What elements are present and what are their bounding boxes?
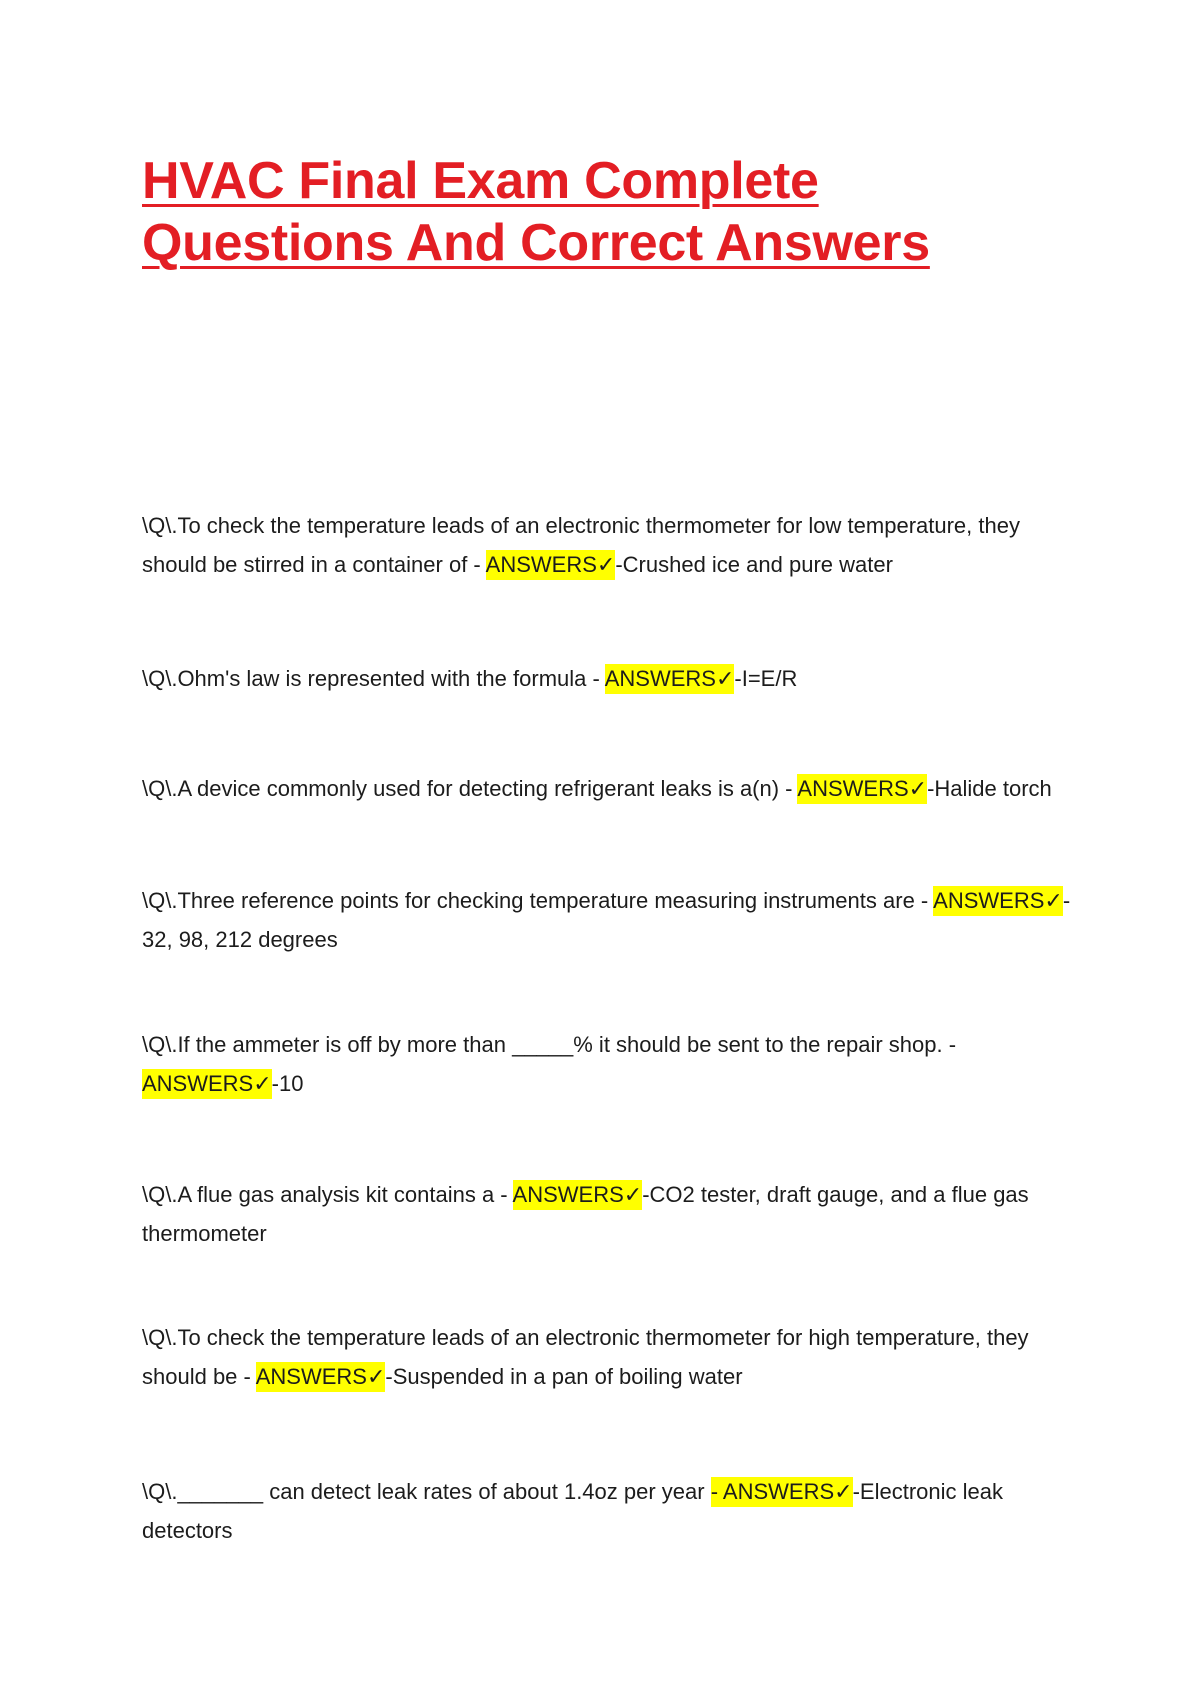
question-text: \Q\.Three reference points for checking temperature measuring instruments are - — [142, 888, 934, 913]
answer-marker: ANSWERS✓ — [513, 1180, 643, 1210]
question-text: \Q\.To check the temperature leads of an electronic thermometer for high temperature, they should be - — [142, 1325, 1029, 1389]
qa-item — [142, 1175, 1072, 1253]
question-text: \Q\.A flue gas analysis kit contains a - — [142, 1182, 513, 1207]
answer-marker: ANSWERS✓ — [256, 1362, 386, 1392]
answer-marker: ANSWERS✓ — [142, 1069, 272, 1099]
answer-marker: ANSWERS✓ — [486, 550, 616, 580]
qa-item — [142, 769, 1072, 808]
question-text: \Q\.A device commonly used for detecting refrigerant leaks is a(n) - — [142, 776, 798, 801]
answer-marker: ANSWERS✓ — [797, 774, 927, 804]
question-text: \Q\.If the ammeter is off by more than _____% it should be sent to the repair shop. - — [142, 1032, 957, 1057]
qa-item — [142, 881, 1072, 959]
qa-item — [142, 1025, 1072, 1103]
answer-text: -Electronic leak detectors — [142, 1479, 1003, 1543]
question-text: \Q\._______ can detect leak rates of about 1.4oz per year — [142, 1479, 711, 1504]
answer-text: - 32, 98, 212 degrees — [142, 888, 1071, 952]
answer-text: -Halide torch — [927, 776, 1052, 801]
document-title: HVAC Final Exam Complete Questions And Correct Answers — [142, 152, 930, 272]
qa-item — [142, 506, 1072, 584]
question-text: \Q\.Ohm's law is represented with the formula - — [142, 666, 605, 691]
answer-text: -Crushed ice and pure water — [615, 552, 893, 577]
answer-text: -CO2 tester, draft gauge, and a flue gas thermometer — [142, 1182, 1029, 1246]
qa-item — [142, 1318, 1072, 1396]
answer-text: -10 — [271, 1071, 304, 1096]
qa-item — [142, 659, 1072, 698]
answer-text: -I=E/R — [734, 666, 798, 691]
question-text: \Q\.To check the temperature leads of an electronic thermometer for low temperature, they should be stirred in a container of - — [142, 513, 1020, 577]
answer-text: -Suspended in a pan of boiling water — [385, 1364, 743, 1389]
answer-marker: ANSWERS✓ — [933, 886, 1063, 916]
qa-item — [142, 1472, 1072, 1550]
answer-marker: - ANSWERS✓ — [711, 1477, 853, 1507]
answer-marker: ANSWERS✓ — [605, 664, 735, 694]
